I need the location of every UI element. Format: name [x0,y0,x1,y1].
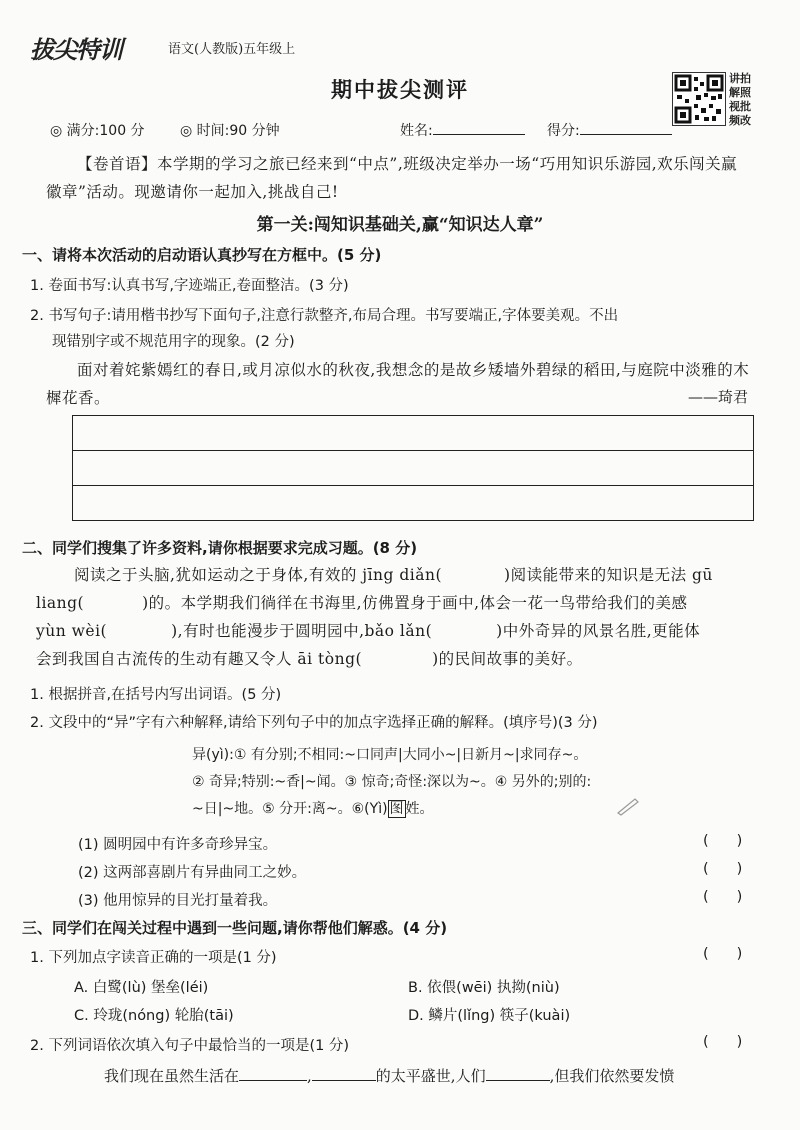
sentence-3: (3) 他用惊异的目光打量着我。 [78,893,278,909]
time-label: ◎ 时间:90 分钟 [180,123,280,139]
answer-paren-1[interactable]: () [703,833,771,849]
option-c[interactable]: C. 玲珑(nóng) 轮胎(tāi) [74,1008,234,1024]
answer-paren-2[interactable]: () [703,861,771,877]
answer-paren-5[interactable]: () [703,1034,771,1050]
copy-box-line [73,450,753,451]
sentence-1: (1) 圆明园中有许多奇珍异宝。 [78,837,278,853]
option-a[interactable]: A. 白鹭(lù) 堡垒(léi) [74,980,209,996]
answer-paren-4[interactable]: () [703,946,771,962]
name-field[interactable] [433,120,525,135]
section3-q1: 1. 下列加点字读音正确的一项是(1 分) [30,950,277,966]
page-title: 期中拔尖测评 [331,77,469,102]
passage-text: )的民间故事的美好。 [432,650,583,668]
brand-logo: 拔尖特训 [30,36,122,64]
fill-blank[interactable] [239,1066,307,1081]
copy-box-line [73,485,753,486]
fill-sentence: 我们现在虽然生活在 , 的太平盛世,人们 ,但我们依然要发愤 [104,1067,675,1085]
pencil-mark-icon [615,795,641,817]
section2-title: 二、同学们搜集了许多资料,请你根据要求完成习题。(8 分) [22,539,418,557]
name-label: 姓名: [400,123,433,139]
fill-blank[interactable] [486,1066,550,1081]
sentence-text: ,但我们依然要发愤 [549,1067,675,1085]
passage-text: liang( [36,594,85,612]
section3-q2: 2. 下列词语依次填入句子中最恰当的一项是(1 分) [30,1038,350,1054]
section3-title: 三、同学们在闯关过程中遇到一些问题,请你帮他们解惑。(4 分) [22,919,448,937]
qr-code-icon [672,72,726,126]
sentence-text: 我们现在虽然生活在 [104,1067,240,1085]
gloss-line3 [192,798,434,818]
sentence-2: (2) 这两部喜剧片有异曲同工之妙。 [78,865,307,881]
option-b[interactable]: B. 依偎(wēi) 执拗(niù) [408,980,560,996]
passage-text: 会到我国自古流传的生动有趣又令人 āi tòng( [36,650,363,668]
passage-text: )阅读能带来的知识是无法 gū [504,566,713,584]
answer-paren-3[interactable]: () [703,889,771,905]
qr-caption: 讲拍解照视批频改 [729,72,751,127]
passage-text: )的。本学期我们徜徉在书海里,仿佛置身于画中,体会一花一鸟带给我们的美感 [142,594,688,612]
passage-text: yùn wèi( [36,622,108,640]
passage [36,561,751,673]
fill-blank[interactable] [312,1066,376,1081]
section1-q2-line2: 现错别字或不规范用字的现象。(2 分) [52,334,295,350]
copy-box[interactable] [72,415,754,521]
score-label: 得分: [547,123,580,139]
sentence-text: 的太平盛世,人们 [375,1067,486,1085]
subject-label: 语文(人教版)五年级上 [168,42,296,57]
boxed-char: 图 [389,801,404,817]
gloss-text: ~日|~地。⑤ 分开:离~。⑥(Yì) [192,801,388,817]
gloss-line2: ② 奇异;特别:~香|~闻。③ 惊奇;奇怪:深以为~。④ 另外的;别的: [192,774,592,790]
passage-text: ),有时也能漫步于圆明园中,bǎo lǎn( [171,622,433,640]
section2-q1: 1. 根据拼音,在括号内写出词语。(5 分) [30,687,282,703]
quote-text: 面对着姹紫嫣红的春日,或月凉似水的秋夜,我想念的是故乡矮墙外碧绿的稻田,与庭院中淡雅的木樨花香。 [46,361,750,407]
passage-text: 阅读之于头脑,犹如运动之于身体,有效的 jīng diǎn( [74,566,443,584]
section1-title: 一、请将本次活动的启动语认真抄写在方框中。(5 分) [22,246,382,264]
section1-q1: 1. 卷面书写:认真书写,字迹端正,卷面整洁。(3 分) [30,278,349,294]
option-d[interactable]: D. 鳞片(lǐng) 筷子(kuài) [408,1008,571,1024]
section1-q2-line1: 2. 书写句子:请用楷书抄写下面句子,注意行款整齐,布局合理。书写要端正,字体要美观。不出 [30,308,619,324]
gloss-line1: 异(yì):① 有分别;不相同:~口同声|大同小~|日新月~|求同存~。 [192,747,588,763]
score-field[interactable] [580,120,672,135]
passage-text: )中外奇异的风景名胜,更能体 [496,622,701,640]
section2-q2: 2. 文段中的“异”字有六种解释,请给下列句子中的加点字选择正确的解释。(填序号)(3 分) [30,715,598,731]
gloss-text: 姓。 [405,801,434,817]
level1-title: 第一关:闯知识基础关,赢“知识达人章” [256,215,544,235]
intro-paragraph: 【卷首语】本学期的学习之旅已经来到“中点”,班级决定举办一场“巧用知识乐游园,欢乐闯关赢徽章”活动。现邀请你一起加入,挑战自己! [46,155,738,201]
full-score-label: ◎ 满分:100 分 [50,123,145,139]
quote-author: ——琦君 [687,388,748,406]
